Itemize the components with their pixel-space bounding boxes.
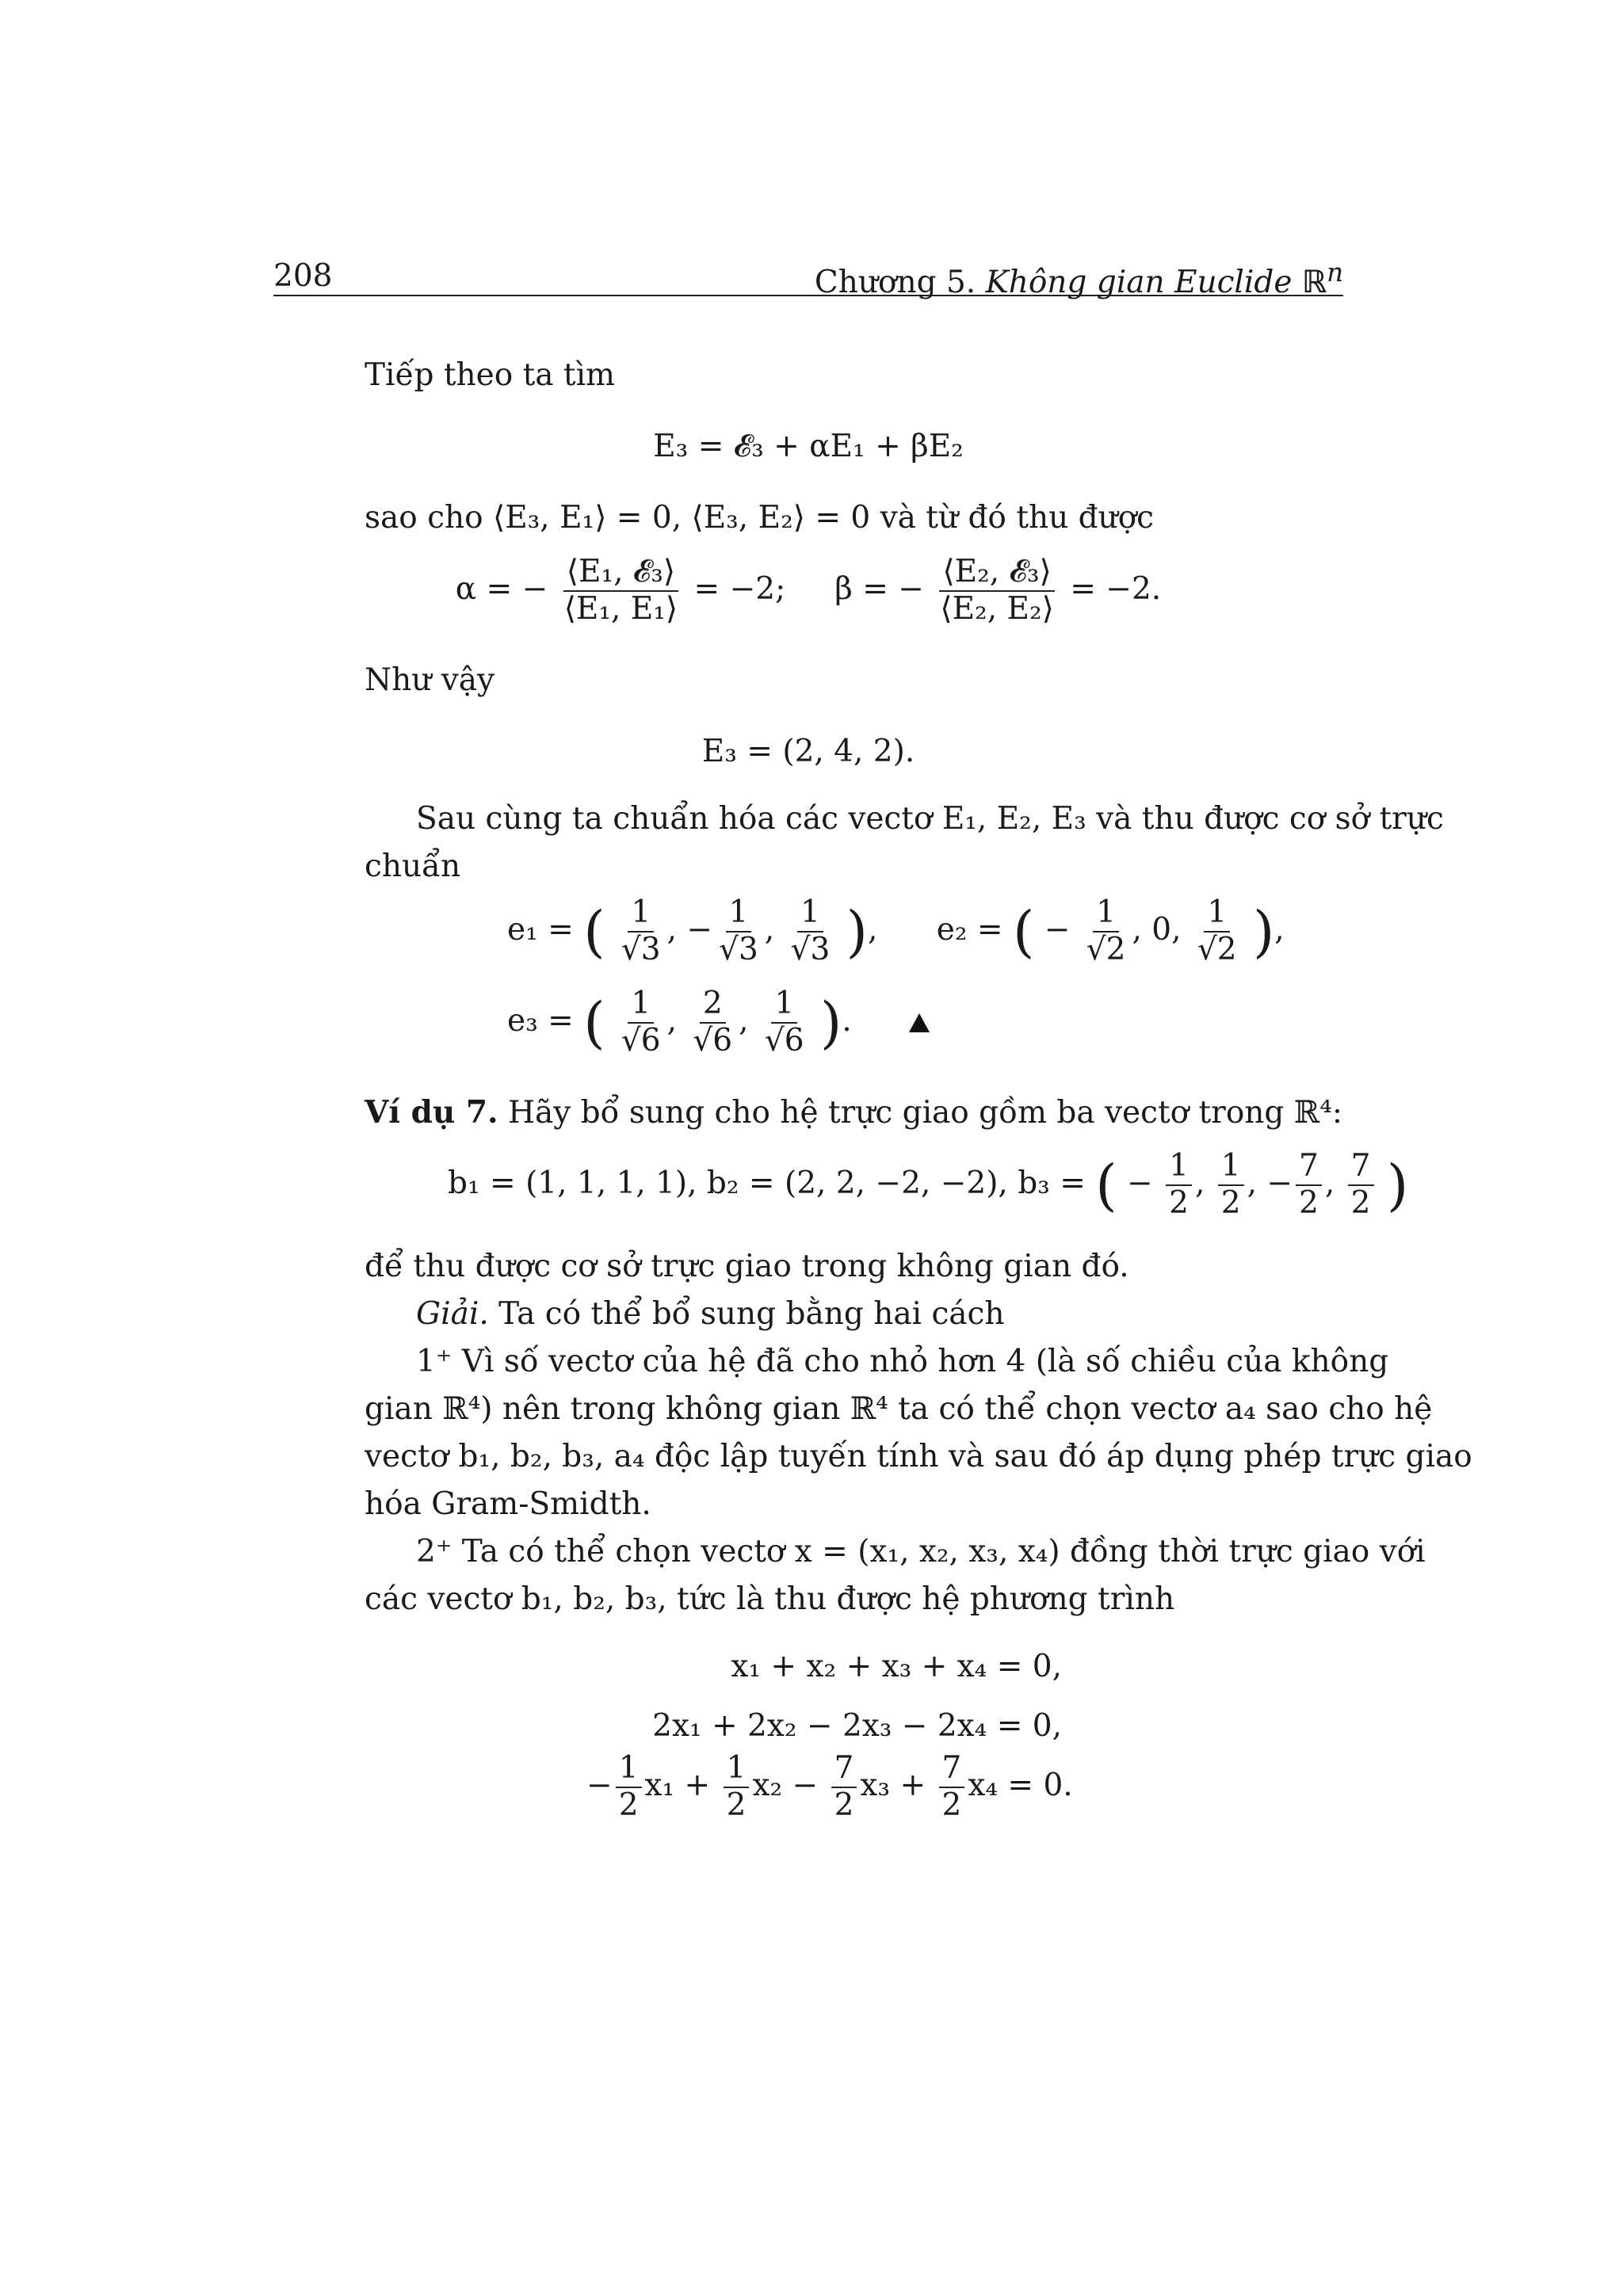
e3-component-3: $\frac{1}{√6}$: [764, 986, 804, 1058]
method2-line2: các vectơ b₁, b₂, b₃, tức là thu được hệ phương trình: [365, 1581, 1175, 1617]
e3-component-2: $\frac{2}{√6}$: [693, 986, 733, 1058]
e3-lhs: e₃ =: [507, 1002, 574, 1039]
page-header: [273, 246, 1343, 300]
alpha-lhs: α = −: [455, 570, 548, 607]
equation-alpha-beta: [273, 555, 1343, 627]
method1-line2: gian ℝ⁴) nên trong không gian ℝ⁴ ta có thể chọn vectơ a₄ sao cho hệ: [365, 1391, 1433, 1427]
alpha-denominator: ⟨E₁, E₁⟩: [563, 590, 678, 627]
e2-component-3: $\frac{1}{√2}$: [1197, 894, 1237, 967]
e1-component-2: $\frac{1}{√3}$: [719, 894, 758, 967]
e1-component-3: $\frac{1}{√3}$: [790, 894, 831, 967]
alpha-numerator: ⟨E₁, 𝓔₃⟩: [563, 555, 678, 592]
method2-line1: 2⁺ Ta có thể chọn vectơ x = (x₁, x₂, x₃, x₄) đồng thời trực giao với: [416, 1534, 1426, 1569]
paragraph-normalize-line2: chuẩn: [365, 849, 461, 884]
system-equation-1: x₁ + x₂ + x₃ + x₄ = 0,: [731, 1649, 1062, 1684]
running-title: [815, 254, 1343, 307]
e3-component-1: $\frac{1}{√6}$: [621, 986, 661, 1058]
space-symbol: ℝ: [1301, 265, 1327, 300]
paragraph-orthogonal-basis: để thu được cơ sở trực giao trong không gian đó.: [365, 1249, 1129, 1284]
paragraph-orthogonality-condition: sao cho ⟨E₃, E₁⟩ = 0, ⟨E₃, E₂⟩ = 0 và từ đó thu được: [365, 500, 1155, 536]
system-equation-3: − $\frac{1}{2}$ x₁ + $\frac{1}{2}$ x₂ − $\frac{7}{2}$ x₃ + $\frac{7}{2}$ x₄ = 0.: [586, 1750, 1073, 1823]
solution-intro: [416, 1291, 1395, 1338]
system-equation-2: 2x₁ + 2x₂ − 2x₃ − 2x₄ = 0,: [652, 1708, 1062, 1744]
beta-numerator: ⟨E₂, 𝓔₃⟩: [939, 555, 1054, 592]
chapter-title: Không gian Euclide: [985, 265, 1293, 300]
end-of-proof-triangle-icon: [909, 1013, 930, 1032]
paragraph-next-step: Tiếp theo ta tìm: [365, 357, 616, 393]
chapter-number: Chương 5.: [814, 265, 976, 300]
method1-line4: hóa Gram-Smidth.: [365, 1486, 651, 1522]
beta-denominator: ⟨E₂, E₂⟩: [940, 590, 1054, 627]
space-exponent: n: [1327, 257, 1343, 288]
alpha-rhs: = −2;: [693, 570, 786, 607]
solution-label: Giải.: [416, 1296, 489, 1332]
method1-line1: 1⁺ Vì số vectơ của hệ đã cho nhỏ hơn 4 (là số chiều của không: [416, 1344, 1389, 1379]
example-text: Hãy bổ sung cho hệ trực giao gồm ba vectơ trong ℝ⁴:: [507, 1095, 1342, 1131]
page-number: 208: [273, 258, 333, 294]
method1-line3: vectơ b₁, b₂, b₃, a₄ độc lập tuyến tính và sau đó áp dụng phép trực giao: [365, 1439, 1472, 1474]
alpha-fraction: [561, 555, 681, 627]
beta-rhs: = −2.: [1070, 570, 1162, 607]
beta-fraction: [937, 555, 1056, 627]
equation-E3-definition: E₃ = 𝓔₃ + αE₁ + βE₂: [653, 429, 964, 464]
equation-b-vectors: b₁ = (1, 1, 1, 1), b₂ = (2, 2, −2, −2), b₃ = ( − $\frac{1}{2}$ , $\frac{1}{2}$ , − $\frac{7}{2}$ , $\frac{7}{2}$ ): [448, 1148, 1409, 1221]
paragraph-normalize-line1: Sau cùng ta chuẩn hóa các vectơ E₁, E₂, E₃ và thu được cơ sở trực: [416, 801, 1444, 837]
equation-e1-e2: e₁ = ( $\frac{1}{√3}$ , − $\frac{1}{√3}$ , $\frac{1}{√3}$ ), e₂ = ( − $\frac{1}{√2}$ , 0, $\frac{1}{√2}$ ),: [507, 894, 1285, 967]
example-7: [365, 1089, 1343, 1137]
equation-E3-value: E₃ = (2, 4, 2).: [701, 734, 915, 769]
equation-e3: e₃ = ( $\frac{1}{√6}$ , $\frac{2}{√6}$ , $\frac{1}{√6}$ ).: [507, 986, 930, 1059]
beta-lhs: β = −: [834, 570, 924, 607]
e2-lhs: e₂ =: [936, 911, 1003, 948]
e1-lhs: e₁ =: [507, 911, 574, 948]
e2-component-1: $\frac{1}{√2}$: [1086, 894, 1126, 967]
example-label: Ví dụ 7.: [365, 1094, 498, 1131]
e1-component-1: $\frac{1}{√3}$: [621, 894, 661, 967]
solution-text: Ta có thể bổ sung bằng hai cách: [498, 1296, 1005, 1332]
b1-b2-vectors: b₁ = (1, 1, 1, 1), b₂ = (2, 2, −2, −2), b₃ =: [448, 1165, 1086, 1201]
paragraph-thus: Như vậy: [365, 662, 495, 698]
